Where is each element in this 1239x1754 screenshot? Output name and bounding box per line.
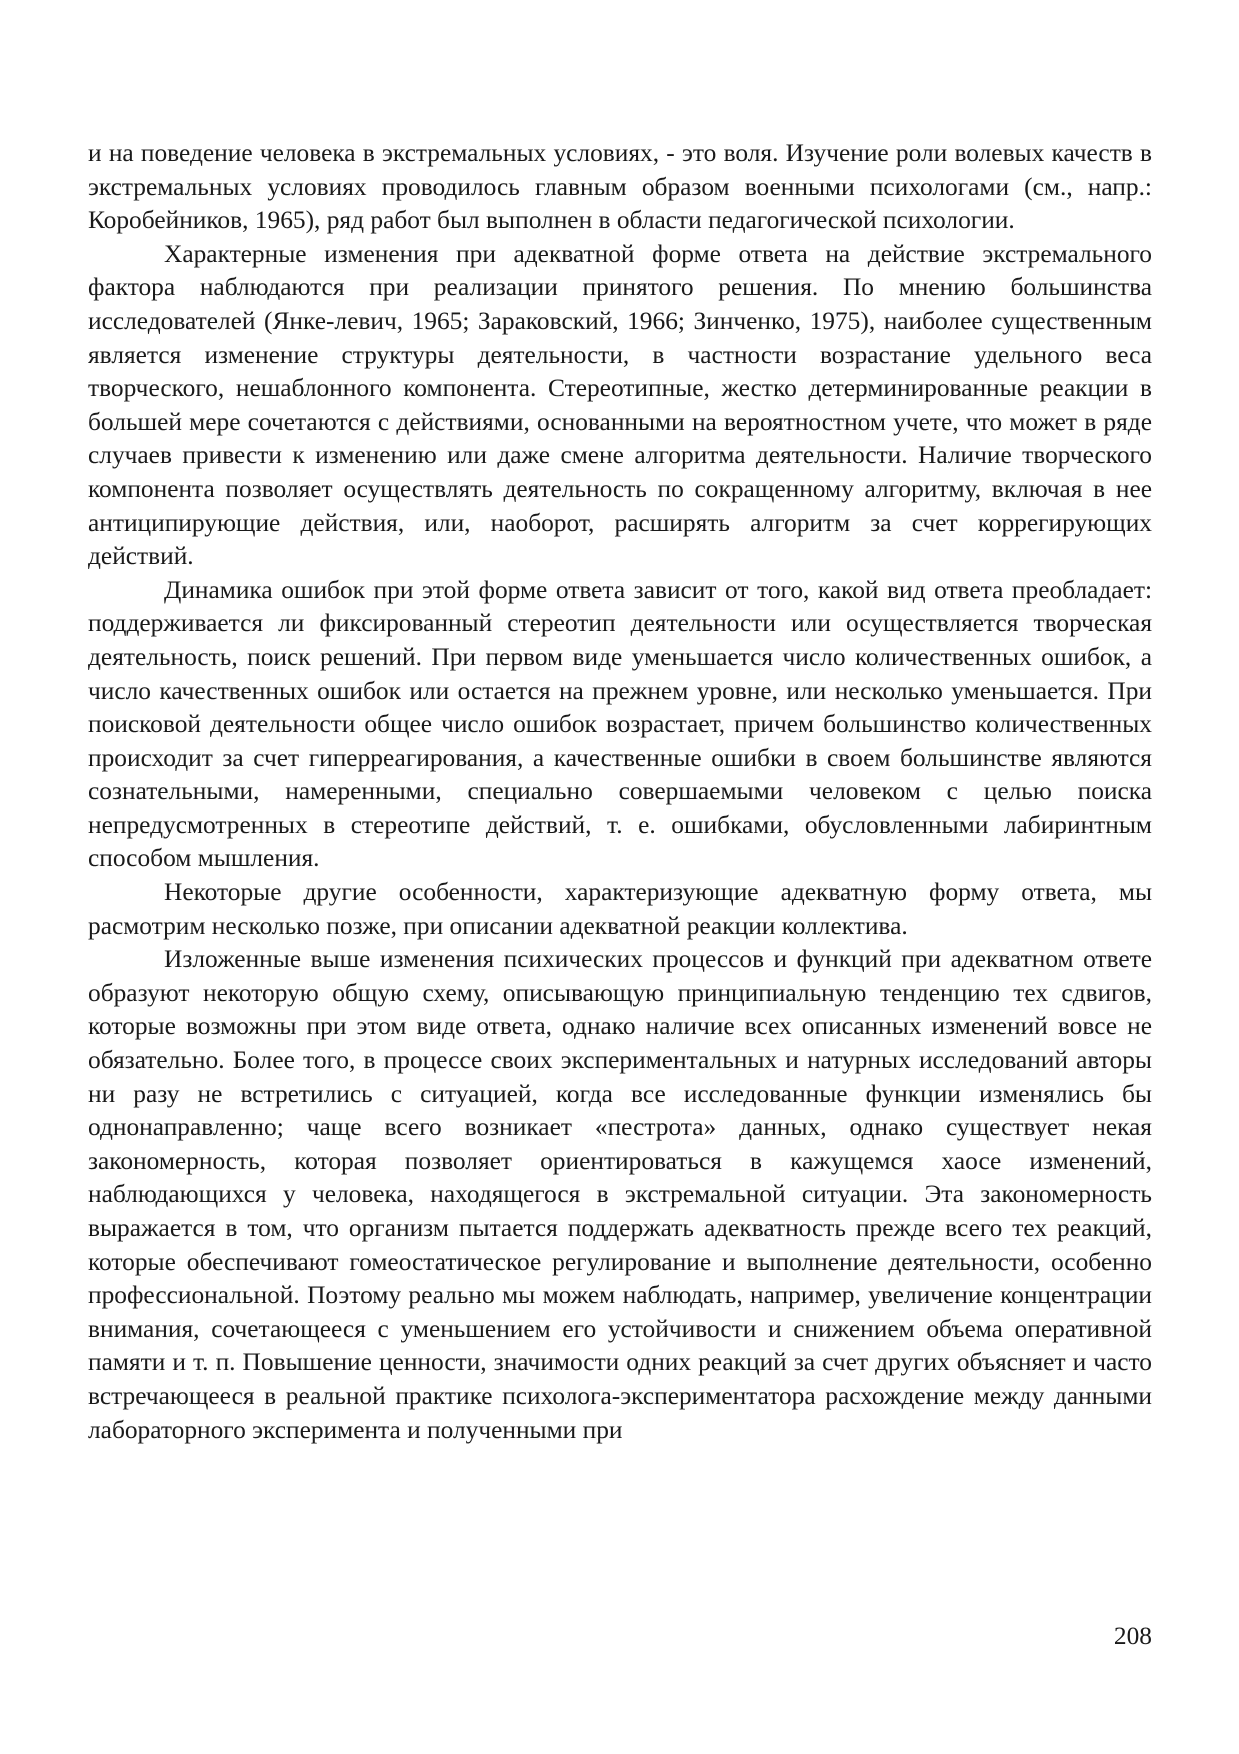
body-text bbox=[88, 137, 1152, 1447]
paragraph-adequate-response-changes: Характерные изменения при адекватной форме ответа на действие экстремального фактора наблюдаются при реализации принятого решения. По мнению большинства исследователей (Янке-левич, 1965; Зараковский, 1966; Зинченко, 1975), наиболее существенным является изменение структуры деятельности, в частности возрастание удельного веса творческого, нешаблонного компонента. Стереотипные, жестко детерминированные реакции в большей мере сочетаются с действиями, основанными на вероятностном учете, что может в ряде случаев привести к изменению или даже смене алгоритма деятельности. Наличие творческого компонента позволяет осуществлять деятельность по сокращенному алгоритму, включая в нее антиципирующие действия, или, наоборот, расширять алгоритм за счет коррегирующих действий. bbox=[88, 239, 1152, 571]
paragraph-continuation: и на поведение человека в экстремальных условиях, - это воля. Изучение роли волевых качеств в экстремальных условиях проводилось главным образом военными психологами (см., напр.: Коробейников, 1965), ряд работ был выполнен в области педагогической психологии. bbox=[88, 139, 1152, 235]
page-number: 208 bbox=[1113, 1622, 1152, 1650]
paragraph-general-scheme: Изложенные выше изменения психических процессов и функций при адекватном ответе образуют некоторую общую схему, описывающую принципиальную тенденцию тех сдвигов, которые возможны при этом виде ответа, однако наличие всех описанных изменений вовсе не обязательно. Более того, в процессе своих экспериментальных и натурных исследований авторы ни разу не встретились с ситуацией, когда все исследованные функции изменялись бы однонаправленно; чаще всего возникает «пестрота» данных, однако существует некая закономерность, которая позволяет ориентироваться в кажущемся хаосе изменений, наблюдающихся у человека, находящегося в экстремальной ситуации. Эта закономерность выражается в том, что организм пытается поддержать адекватность прежде всего тех реакций, которые обеспечивают гомеостатическое регулирование и выполнение деятельности, особенно профессиональной. Поэтому реально мы можем наблюдать, например, увеличение концентрации внимания, сочетающееся с уменьшением его устойчивости и снижением объема оперативной памяти и т. п. Повышение ценности, значимости одних реакций за счет других объясняет и часто встречающееся в реальной практике психолога-экспериментатора расхождение между данными лабораторного эксперимента и полученными при bbox=[88, 945, 1152, 1444]
paragraph-error-dynamics: Динамика ошибок при этой форме ответа зависит от того, какой вид ответа преобладает: поддерживается ли фиксированный стереотип деятельности или осуществляется творческая деятельность, поиск решений. При первом виде уменьшается число количественных ошибок, а число качественных ошибок или остается на прежнем уровне, или несколько уменьшается. При поисковой деятельности общее число ошибок возрастает, причем большинство количественных происходит за счет гиперреагирования, а качественные ошибки в своем большинстве являются сознательными, намеренными, специально совершаемыми человеком с целью поиска непредусмотренных в стереотипе действий, т. е. ошибками, обусловленными лабиринтным способом мышления. bbox=[88, 575, 1152, 873]
paragraph-other-features: Некоторые другие особенности, характеризующие адекватную форму ответа, мы расмотрим несколько позже, при описании адекватной реакции коллектива. bbox=[88, 878, 1152, 940]
